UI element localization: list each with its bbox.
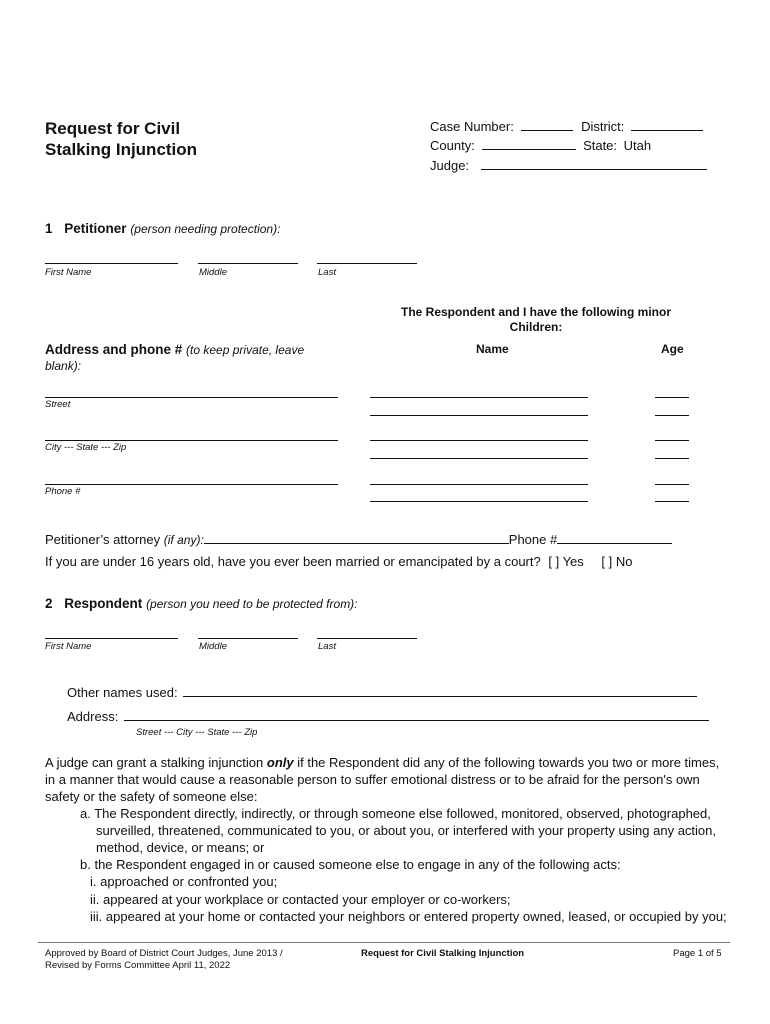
attorney-phone-label: Phone # (508, 532, 558, 547)
other-names-label: Other names used: (67, 685, 178, 700)
respondent-address-field[interactable] (124, 707, 709, 721)
footer-approval-line1: Approved by Board of District Court Judges, June 2013 / (45, 948, 283, 959)
criteria-item-b: b. the Respondent engaged in or caused someone else to engage in any of the following acts: (80, 857, 621, 872)
child-6-age-field[interactable] (655, 501, 689, 502)
under-16-yes-checkbox[interactable]: [ ] Yes (548, 554, 584, 569)
respondent-address-caption: Street --- City --- State --- Zip (136, 727, 258, 738)
city-state-zip-caption: City --- State --- Zip (45, 442, 127, 453)
children-heading (360, 305, 712, 335)
petitioner-address-heading (45, 342, 304, 374)
other-names-field[interactable] (183, 683, 697, 697)
under-16-no-checkbox[interactable]: [ ] No (601, 554, 633, 569)
respondent-heading: Respondent (64, 596, 143, 611)
criteria-intro (45, 754, 730, 805)
children-heading-line2: Children: (509, 320, 563, 334)
petitioner-last-caption: Last (318, 267, 336, 278)
judge-row (430, 156, 707, 173)
respondent-middle-name-field[interactable] (198, 638, 298, 639)
form-title-line2: Stalking Injunction (45, 140, 198, 159)
respondent-first-name-field[interactable] (45, 638, 178, 639)
attorney-name-field[interactable] (204, 530, 509, 544)
petitioner-heading-row (45, 221, 280, 236)
child-2-name-field[interactable] (370, 415, 588, 416)
judge-label: Judge: (430, 158, 470, 173)
county-label: County: (430, 138, 475, 153)
attorney-row (45, 530, 672, 547)
attorney-phone-field[interactable] (557, 530, 672, 544)
county-field[interactable] (482, 136, 576, 150)
respondent-note: (person you need to be protected from): (146, 597, 358, 611)
petitioner-heading: Petitioner (64, 221, 127, 236)
petitioner-middle-caption: Middle (199, 267, 227, 278)
respondent-first-name-caption: First Name (45, 641, 92, 652)
respondent-heading-row (45, 596, 358, 611)
form-title-line1: Request for Civil (45, 119, 181, 138)
child-3-name-field[interactable] (370, 440, 588, 441)
children-heading-line1: The Respondent and I have the following minor (400, 305, 671, 319)
child-4-age-field[interactable] (655, 458, 689, 459)
footer-page-number: Page 1 of 5 (673, 948, 722, 959)
footer-divider (38, 942, 730, 943)
petitioner-middle-name-field[interactable] (198, 263, 298, 264)
child-1-name-field[interactable] (370, 397, 588, 398)
child-1-age-field[interactable] (655, 397, 689, 398)
section-1-number: 1 (45, 221, 53, 236)
child-4-name-field[interactable] (370, 458, 588, 459)
state-value: Utah (623, 138, 652, 153)
respondent-address-label: Address: (67, 709, 119, 724)
under-16-row (45, 554, 632, 569)
case-number-field[interactable] (521, 117, 573, 131)
respondent-middle-caption: Middle (199, 641, 227, 652)
respondent-address-row (67, 707, 709, 724)
criteria-item-b-i: i. approached or confronted you; (90, 874, 278, 889)
phone-caption: Phone # (45, 486, 81, 497)
children-age-header: Age (661, 342, 684, 356)
district-field[interactable] (631, 117, 703, 131)
address-note-part2: blank): (45, 359, 82, 373)
petitioner-note: (person needing protection): (130, 222, 281, 236)
petitioner-city-state-zip-field[interactable] (45, 440, 338, 441)
footer-approval (45, 948, 283, 972)
child-3-age-field[interactable] (655, 440, 689, 441)
child-5-name-field[interactable] (370, 484, 588, 485)
petitioner-street-field[interactable] (45, 397, 338, 398)
other-names-row (67, 683, 697, 700)
address-heading: Address and phone # (45, 342, 183, 357)
street-caption: Street (45, 399, 71, 410)
criteria-intro-text-2: if the Respondent did any of the following towards you two or more times, in a manner that would cause a reasonable person to suffer emotional distress or to be afraid for the person's own safety or the safety of someone else: (45, 755, 720, 804)
case-number-row (430, 117, 703, 134)
footer-form-name: Request for Civil Stalking Injunction (361, 948, 525, 959)
child-5-age-field[interactable] (655, 484, 689, 485)
petitioner-last-name-field[interactable] (317, 263, 417, 264)
criteria-intro-text-1: A judge can grant a stalking injunction (45, 755, 267, 770)
case-number-label: Case Number: (430, 119, 514, 134)
petitioner-phone-field[interactable] (45, 484, 338, 485)
footer-approval-line2: Revised by Forms Committee April 11, 2022 (45, 960, 231, 971)
attorney-label: Petitioner’s attorney (45, 532, 161, 547)
criteria-item-b-ii: ii. appeared at your workplace or contacted your employer or co-workers; (90, 892, 511, 907)
children-name-header: Name (476, 342, 509, 356)
petitioner-first-name-caption: First Name (45, 267, 92, 278)
district-label: District: (581, 119, 625, 134)
child-6-name-field[interactable] (370, 501, 588, 502)
section-2-number: 2 (45, 596, 53, 611)
judge-field[interactable] (481, 156, 707, 170)
criteria-item-b-iii: iii. appeared at your home or contacted your neighbors or entered property owned, leased, or occupied by you; (90, 909, 727, 924)
respondent-last-caption: Last (318, 641, 336, 652)
criteria-item-a: a. The Respondent directly, indirectly, or through someone else followed, monitored, observed, photographed, surveilled, threatened, communicated to you, or about you, or interfered with your property using any action, method, device, or means; or (80, 806, 717, 855)
respondent-last-name-field[interactable] (317, 638, 417, 639)
address-note-part1: (to keep private, leave (186, 343, 305, 357)
child-2-age-field[interactable] (655, 415, 689, 416)
attorney-note: (if any): (163, 533, 204, 547)
county-row (430, 136, 651, 153)
under-16-question: If you are under 16 years old, have you ever been married or emancipated by a court? (45, 554, 541, 569)
state-label: State: (583, 138, 618, 153)
petitioner-first-name-field[interactable] (45, 263, 178, 264)
criteria-intro-emphasis: only (266, 755, 294, 770)
